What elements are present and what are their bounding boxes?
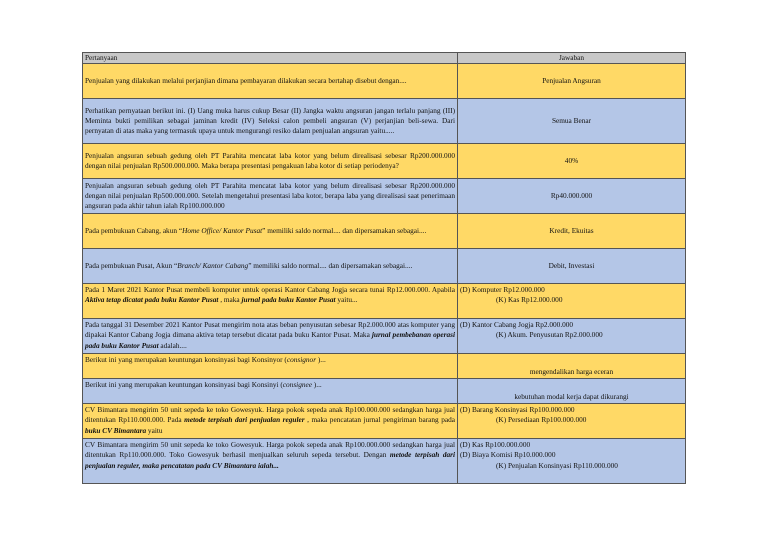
table-header-row bbox=[83, 53, 686, 64]
table-row bbox=[83, 319, 686, 354]
journal-credit: (K) Persediaan Rp100.000.000 bbox=[496, 415, 587, 425]
table-row bbox=[83, 439, 686, 484]
answer-cell: Rp40.000.000 bbox=[458, 179, 686, 214]
journal-credit: (K) Penjualan Konsinyasi Rp110.000.000 bbox=[496, 460, 618, 470]
answer-cell: 40% bbox=[458, 144, 686, 179]
bold-emphasis-text: jurnal pembebanan operasi pada buku Kantor Pusat bbox=[85, 330, 455, 350]
journal-debit: (D) Kas Rp100.000.000 bbox=[460, 440, 531, 450]
header-answer: Jawaban bbox=[458, 53, 686, 64]
header-question: Pertanyaan bbox=[83, 53, 458, 64]
emphasis-text: consignor bbox=[286, 355, 317, 365]
question-cell: CV Bimantara mengirim 50 unit sepeda ke toko Gowesyuk. Harga pokok sepeda anak Rp100.000.000 sedangkan harga jual ditentukan Rp110.000.000. Toko Gowesyuk berhasil menjualkan seluruh sepeda tersebut. Dengan metode terpisah dari penjualan reguler, maka pencatatan pada CV Bimantara ialah... bbox=[83, 439, 458, 484]
question-cell: Penjualan angsuran sebuah gedung oleh PT Parahita mencatat laba kotor yang belum direalisasi sebesar Rp200.000.000 dengan nilai penjualan Rp500.000.000. Setelah mengetahui presentasi laba kotor, berapa laba yang direalisasi saat penerimaan angsuran pada akhir tahun ialah Rp100.000.000 bbox=[83, 179, 458, 214]
question-cell: Penjualan yang dilakukan melalui perjanjian dimana pembayaran dilakukan secara bertahap disebut dengan.... bbox=[83, 64, 458, 99]
bold-emphasis-text: buku CV Bimantara bbox=[85, 425, 147, 435]
question-cell: Pada 1 Maret 2021 Kantor Pusat membeli komputer untuk operasi Kantor Cabang Jogja secara tunai Rp12.000.000. Apabila Aktiva tetap dicatat pada buku Kantor Pusat , maka jurnal pada buku Kantor Pusat yaitu... bbox=[83, 284, 458, 319]
qa-table-container bbox=[82, 52, 685, 484]
answer-cell bbox=[458, 404, 686, 439]
journal-credit: (K) Akum. Penyusutan Rp2.000.000 bbox=[496, 330, 603, 340]
answer-cell: Penjualan Angsuran bbox=[458, 64, 686, 99]
question-cell: Perhatikan pernyataan berikut ini. (I) Uang muka harus cukup Besar (II) Jangka waktu angsuran jangan terlalu panjang (III) Meminta bukti pemilikan sebagai jaminan kredit (IV) Seleksi calon pembeli angsuran (V) perjanjian beli-sewa. Dari pernyatan di atas maka yang termasuk upaya untuk mengurangi resiko dalam penjualan angsuran yaitu..... bbox=[83, 99, 458, 144]
bold-emphasis-text: metode terpisah dari penjualan reguler, maka pencatatan pada CV Bimantara ialah... bbox=[85, 450, 455, 470]
question-cell: Pada tanggal 31 Desember 2021 Kantor Pusat mengirim nota atas beban penyusutan sebesar Rp2.000.000 atas komputer yang dipakai Kantor Cabang Jogja dimana aktiva tetap tersebut dicatat pada buku Kantor Pusat. Maka jurnal pembebanan operasi pada buku Kantor Pusat adalah.... bbox=[83, 319, 458, 354]
emphasis-text: consignee bbox=[282, 380, 312, 390]
table-row bbox=[83, 99, 686, 144]
answer-cell bbox=[458, 319, 686, 354]
answer-cell: mengendalikan harga eceran bbox=[458, 354, 686, 379]
table-row bbox=[83, 64, 686, 99]
table-row bbox=[83, 404, 686, 439]
question-cell: Berikut ini yang merupakan keuntungan konsinyasi bagi Konsinyi (consignee )... bbox=[83, 379, 458, 404]
question-cell: Pada pembukuan Cabang, akun “Home Office/ Kantor Pusat” memiliki saldo normal.... dan dipersamakan sebagai.... bbox=[83, 214, 458, 249]
bold-emphasis-text: metode terpisah dari penjualan reguler bbox=[184, 415, 305, 425]
qa-table bbox=[82, 52, 686, 484]
journal-debit: (D) Biaya Komisi Rp10.000.000 bbox=[460, 450, 556, 460]
answer-cell bbox=[458, 439, 686, 484]
journal-credit: (K) Kas Rp12.000.000 bbox=[496, 295, 563, 305]
table-row bbox=[83, 179, 686, 214]
answer-cell: Semua Benar bbox=[458, 99, 686, 144]
answer-cell: Debit, Investasi bbox=[458, 249, 686, 284]
bold-emphasis-text: Aktiva tetap dicatat pada buku Kantor Pusat bbox=[85, 295, 219, 305]
table-row bbox=[83, 144, 686, 179]
answer-cell: kebutuhan modal kerja dapat dikurangi bbox=[458, 379, 686, 404]
table-row bbox=[83, 354, 686, 379]
journal-debit: (D) Komputer Rp12.000.000 bbox=[460, 285, 545, 295]
bold-emphasis-text: jurnal pada buku Kantor Pusat bbox=[241, 295, 336, 305]
table-row bbox=[83, 249, 686, 284]
emphasis-text: Branch/ Kantor Cabang bbox=[177, 261, 249, 271]
answer-cell bbox=[458, 284, 686, 319]
journal-debit: (D) Barang Konsinyasi Rp100.000.000 bbox=[460, 405, 575, 415]
emphasis-text: Home Office/ Kantor Pusat bbox=[182, 226, 263, 236]
question-cell: CV Bimantara mengirim 50 unit sepeda ke toko Gowesyuk. Harga pokok sepeda anak Rp100.000.000 sedangkan harga jual ditentukan Rp110.000.000. Pada metode terpisah dari penjualan reguler , maka pencatatan jurnal pengiriman barang pada buku CV Bimantara yaitu bbox=[83, 404, 458, 439]
table-row bbox=[83, 284, 686, 319]
answer-cell: Kredit, Ekuitas bbox=[458, 214, 686, 249]
question-cell: Berikut ini yang merupakan keuntungan konsinyasi bagi Konsinyor (consignor )... bbox=[83, 354, 458, 379]
table-row bbox=[83, 379, 686, 404]
question-cell: Pada pembukuan Pusat, Akun “Branch/ Kantor Cabang” memiliki saldo normal.... dan dipersamakan sebagai.... bbox=[83, 249, 458, 284]
journal-debit: (D) Kantor Cabang Jogja Rp2.000.000 bbox=[460, 320, 574, 330]
question-cell: Penjualan angsuran sebuah gedung oleh PT Parahita mencatat laba kotor yang belum direalisasi sebesar Rp200.000.000 dengan nilai penjualan Rp500.000.000. Maka berapa presentasi pengakuan laba kotor di setiap periodenya? bbox=[83, 144, 458, 179]
table-row bbox=[83, 214, 686, 249]
